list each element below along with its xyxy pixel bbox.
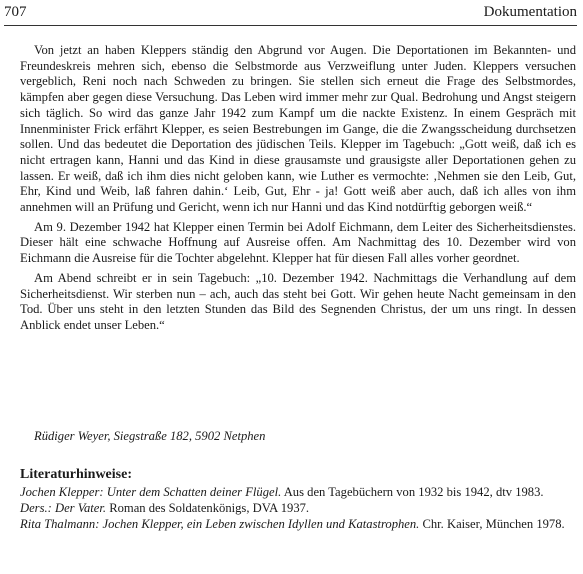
literature-item	[20, 501, 576, 516]
paragraph: Am 9. Dezember 1942 hat Klepper einen Termin bei Adolf Eichmann, dem Leiter des Sicherheitsdienstes. Dieser hält eine schwache Hoffnung auf Ausreise offen. Am Nachmittag des 10. Dezember wird von Eichmann die Ausreise für die Tochter abgelehnt. Klepper hat für diesen Fall alles vorher geordnet.	[20, 219, 576, 266]
literature-author-title: Ders.: Der Vater.	[20, 501, 107, 516]
literature-heading: Literaturhinweise:	[20, 467, 132, 482]
literature-author-title: Rita Thalmann: Jochen Klepper, ein Leben zwischen Idyllen und Katastrophen.	[20, 517, 420, 532]
paragraph: Von jetzt an haben Kleppers ständig den Abgrund vor Augen. Die Deportationen im Bekannten- und Freundeskreis mehren sich, ebenso die Selbstmorde aus Verzweiflung unter Juden. Kleppers versuchen vergeblich, Reni noch nach Schweden zu bringen. Sie stellen sich erneut die Frage des Selbstmordes, kämpfen aber gegen diese Versuchung. Das Leben wird immer mehr zur Qual. Bedrohung und Angst steigern sich täglich. So wird das ganze Jahr 1942 zum Kampf um die nackte Existenz. In einem Gespräch mit Innenminister Frick erfährt Klepper, es seien Bestrebungen im Gange, die die Zwangsscheidung durchsetzen sollen. Und das bedeutet die Deportation des jüdischen Teils. Klepper im Tagebuch: „Gott weiß, daß ich es nicht ertragen kann, Hanni und das Kind in diese grausamste und grausigste aller Deportationen gehen zu lassen. Er weiß, daß ich ihm dies nicht geloben kann, wie Luther es vermochte: ‚Nehmen sie den Leib, Gut, Ehr, Kind und Weib, laß fahren dahin.‘ Leib, Gut, Ehr - ja! Gott weiß aber auch, daß ich alles von ihm annehmen will an Prüfung und Gericht, wenn ich nur Hanni und das Kind notdürftig geborgen weiß.“	[20, 43, 576, 215]
article-body	[20, 43, 576, 338]
author-signature: Rüdiger Weyer, Siegstraße 182, 5902 Netphen	[34, 429, 266, 443]
paragraph: Am Abend schreibt er in sein Tagebuch: „10. Dezember 1942. Nachmittags die Verhandlung auf dem Sicherheitsdienst. Wir sterben nun – ach, auch das steht bei Gott. Wir gehen heute Nacht gemeinsam in den Tod. Über uns steht in den letzten Stunden das Bild des Segnenden Christus, der um uns ringt. In dessen Anblick endet unser Leben.“	[20, 270, 576, 332]
section-title: Dokumentation	[483, 4, 577, 20]
literature-item	[20, 485, 576, 500]
literature-details: Roman des Soldatenkönigs, DVA 1937.	[106, 501, 310, 516]
literature-details: Chr. Kaiser, München 1978.	[419, 517, 565, 532]
page-number: 707	[4, 4, 27, 20]
page-header	[4, 3, 577, 26]
literature-author-title: Jochen Klepper: Unter dem Schatten deiner Flügel.	[20, 485, 282, 499]
literature-list	[20, 485, 576, 533]
literature-item	[20, 517, 576, 532]
literature-details: Aus den Tagebüchern von 1932 bis 1942, dtv 1983.	[281, 485, 544, 499]
